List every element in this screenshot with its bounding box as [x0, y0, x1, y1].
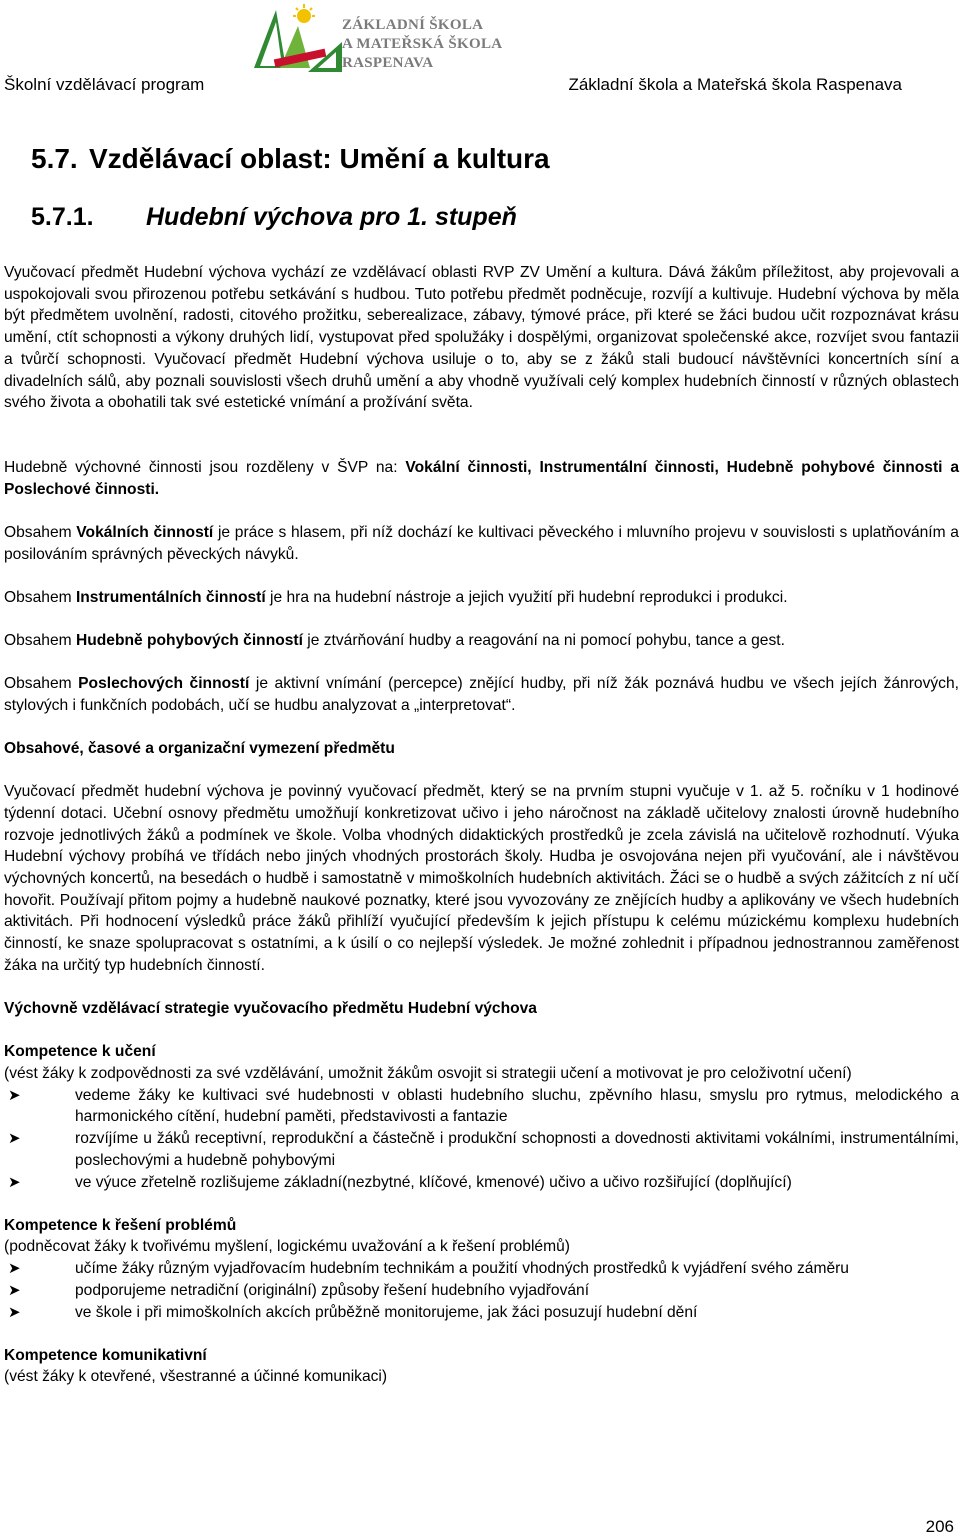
list-item [4, 1258, 959, 1280]
instrumental-post: je hra na hudební nástroje a jejich využití při hudební reprodukci i produkci. [265, 588, 788, 606]
section-number: 5.7. [31, 143, 78, 174]
listening-post: je aktivní vnímání (percepce) znějící hudby, při níž žák poznává hudbu ve všech jejích žánrových, stylových i funkčních podobách, učí se hudbu analyzovat a „interpretovat“. [4, 675, 959, 714]
logo-line-1: ZÁKLADNÍ ŠKOLA [342, 17, 484, 33]
org-heading [4, 738, 959, 760]
movement-paragraph [4, 630, 959, 652]
strategy-heading-text: Výchovně vzdělávací strategie vyučovacího předmětu Hudební výchova [4, 1000, 537, 1018]
kompetence-uceni-title [4, 1041, 959, 1063]
movement-post: je ztvárňování hudby a reagování na ni pomocí pohybu, tance a gest. [302, 631, 785, 649]
logo-line-2: A MATEŘSKÁ ŠKOLA [342, 36, 503, 52]
instrumental-pre: Obsahem [4, 588, 76, 606]
list-item-text: ve škole i při mimoškolních akcích průběžně monitorujeme, jak žáci posuzují hudební dění [75, 1303, 698, 1321]
list-item [4, 1128, 959, 1171]
arrow-bullet-icon: ➤ [8, 1086, 21, 1104]
kompetence-problemy-desc: (podněcovat žáky k tvořivému myšlení, logickému uvažování a k řešení problémů) [4, 1238, 570, 1256]
list-item [4, 1302, 959, 1324]
arrow-bullet-icon: ➤ [8, 1281, 21, 1299]
instrumental-bold: Instrumentálních činností [75, 588, 266, 606]
kompetence-komunikativni-title-text: Kompetence komunikativní [4, 1346, 207, 1364]
instrumental-paragraph [4, 587, 959, 609]
list-item-text: podporujeme netradiční (originální) způsoby řešení hudebního vyjadřování [75, 1281, 590, 1299]
kompetence-komunikativni-desc: (vést žáky k otevřené, všestranné a účinné komunikaci) [4, 1368, 388, 1386]
logo-emblem-icon [246, 2, 346, 76]
intro-paragraph: Vyučovací předmět Hudební výchova vychází ze vzdělávací oblasti RVP ZV Umění a kultura. Dává žákům příležitost, aby projevovali a uspokojovali svou přirozenou potřebu setkávání s hudbou. Tuto potřebu předmět podněcuje, rozvíjí a kultivuje. Hudební výchova by měla být předmětem uvolnění, radosti, citového prožitku, seberealizace, zábavy, týmové práce, při které se žáci budou učit rozpoznávat krásu umění, ctít schopnosti a výkony druhých lidí, vystupovat před spolužáky i dospělými, organizovat společenské akce, rozvíjet svou fantazii a tvůrčí schopnosti. Vyučovací předmět Hudební výchova usiluje o to, aby se z žáků stali budoucí návštěvníci koncertních síní a divadelních sálů, aby poznali souvislosti všech druhů umění a aby vhodně využívali celý komplex hudebních činností v různých oblastech svého života a obohatili tak své estetické vnímání a prožívání světa. [4, 264, 959, 412]
org-heading-text: Obsahové, časové a organizační vymezení předmětu [4, 740, 395, 758]
vocal-bold: Vokálních činností [76, 523, 214, 541]
list-item [4, 1085, 959, 1128]
school-logo [246, 2, 516, 76]
kompetence-problemy-title [4, 1215, 959, 1237]
list-item-text: učíme žáky různým vyjadřovacím hudebním technikám a použití vhodných prostředků k vyjádření svého záměru [75, 1260, 849, 1278]
subsection-heading [31, 203, 517, 232]
activities-text: Hudebně výchovné činnosti jsou rozděleny v ŠVP na: [4, 458, 406, 476]
listening-bold: Poslechových činností [78, 675, 250, 693]
list-item-text: vedeme žáky ke kultivaci své hudebnosti v oblasti hudebního sluchu, zpěvního hlasu, smyslu pro rytmus, melodického a harmonického cítění, hudební paměti, představivosti a fantazie [75, 1086, 959, 1126]
activities-paragraph [4, 457, 959, 500]
vocal-paragraph [4, 522, 959, 565]
list-item [4, 1280, 959, 1302]
section-title: Vzdělávací oblast: Umění a kultura [89, 143, 550, 174]
list-item-text: ve výuce zřetelně rozlišujeme základní(nezbytné, klíčové, kmenové) učivo a učivo rozšiřující (doplňující) [75, 1173, 792, 1191]
list-item-text: rozvíjíme u žáků receptivní, reprodukční a částečně i produkční schopnosti a dovednosti aktivitami vokálními, instrumentálními, poslechovými a hudebně pohybovými [75, 1130, 959, 1169]
listening-paragraph [4, 673, 959, 716]
vocal-post: je práce s hlasem, při níž dochází ke kultivaci pěveckého i mluvního projevu v souvislosti s uplatňováním a posilováním správných pěveckých návyků. [4, 523, 959, 563]
vocal-pre: Obsahem [4, 523, 77, 541]
kompetence-uceni-desc: (vést žáky k zodpovědnosti za své vzdělávání, umožnit žákům osvojit si strategii učení a motivovat je pro celoživotní učení) [4, 1064, 852, 1082]
movement-pre: Obsahem [4, 631, 76, 649]
logo-line-3: RASPENAVA [342, 55, 434, 71]
section-heading [31, 143, 550, 175]
listening-pre: Obsahem [4, 675, 79, 693]
movement-bold: Hudebně pohybových činností [75, 631, 303, 649]
arrow-bullet-icon: ➤ [8, 1173, 21, 1191]
org-paragraph: Vyučovací předmět hudební výchova je povinný vyučovací předmět, který se na prvním stupni vyučuje v 1. až 5. ročníku v 1 hodinové týdenní dotaci. Učební osnovy předmětu umožňují konkretizovat učivo i jeho náročnost na základě učitelovy znalosti úrovně hudebního rozvoje jednotlivých žáků a podmínek ve škole. Volba vhodných didaktických prostředků je zcela závislá na učitelově rozhodnutí. Výuka Hudební výchovy probíhá ve třídách nebo jiných vhodných prostorách školy. Hudba je osvojována nejen při vyučování, ale i návštěvou výchovných koncertů, na besedách o hudbě i samostatně v mimoškolních hudebních aktivitách. Žáci se o hudbě a svých zážitcích z ní učí hovořit. Používají přitom pojmy a hudebně naukové poznatky, které jsou vyvozovány ze znějících hudby a aplikovány ve všech hudebních aktivitách. Při hodnocení výsledků práce žáků přihlíží vyučující především k jejich přístupu k celému múzickému komplexu hudebních činností, ke snaze spolupracovat s ostatními, a k úsilí o co nejlepší výsledek. Je možné zohlednit i případnou jednostrannou zaměřenost žáka na určitý typ hudebních činností. [4, 783, 959, 974]
activities-bold: Vokální činnosti, Instrumentální činnosti, Hudebně pohybové činnosti a Poslechové činnosti. [4, 458, 960, 498]
strategy-heading [4, 998, 959, 1020]
header-left-text: Školní vzdělávací program [4, 75, 205, 94]
subsection-title: Hudební výchova pro 1. stupeň [146, 203, 517, 231]
subsection-number: 5.7.1. [31, 203, 94, 231]
logo-text [342, 16, 502, 73]
kompetence-uceni-title-text: Kompetence k učení [4, 1043, 156, 1061]
kompetence-komunikativni-title [4, 1345, 959, 1367]
page-number: 206 [925, 1517, 954, 1536]
kompetence-problemy-title-text: Kompetence k řešení problémů [4, 1216, 237, 1234]
arrow-bullet-icon: ➤ [8, 1260, 21, 1278]
arrow-bullet-icon: ➤ [8, 1303, 21, 1321]
arrow-bullet-icon: ➤ [8, 1130, 21, 1148]
header-right-text: Základní škola a Mateřská škola Raspenava [568, 75, 902, 94]
page-body [4, 262, 959, 1388]
list-item [4, 1172, 959, 1194]
